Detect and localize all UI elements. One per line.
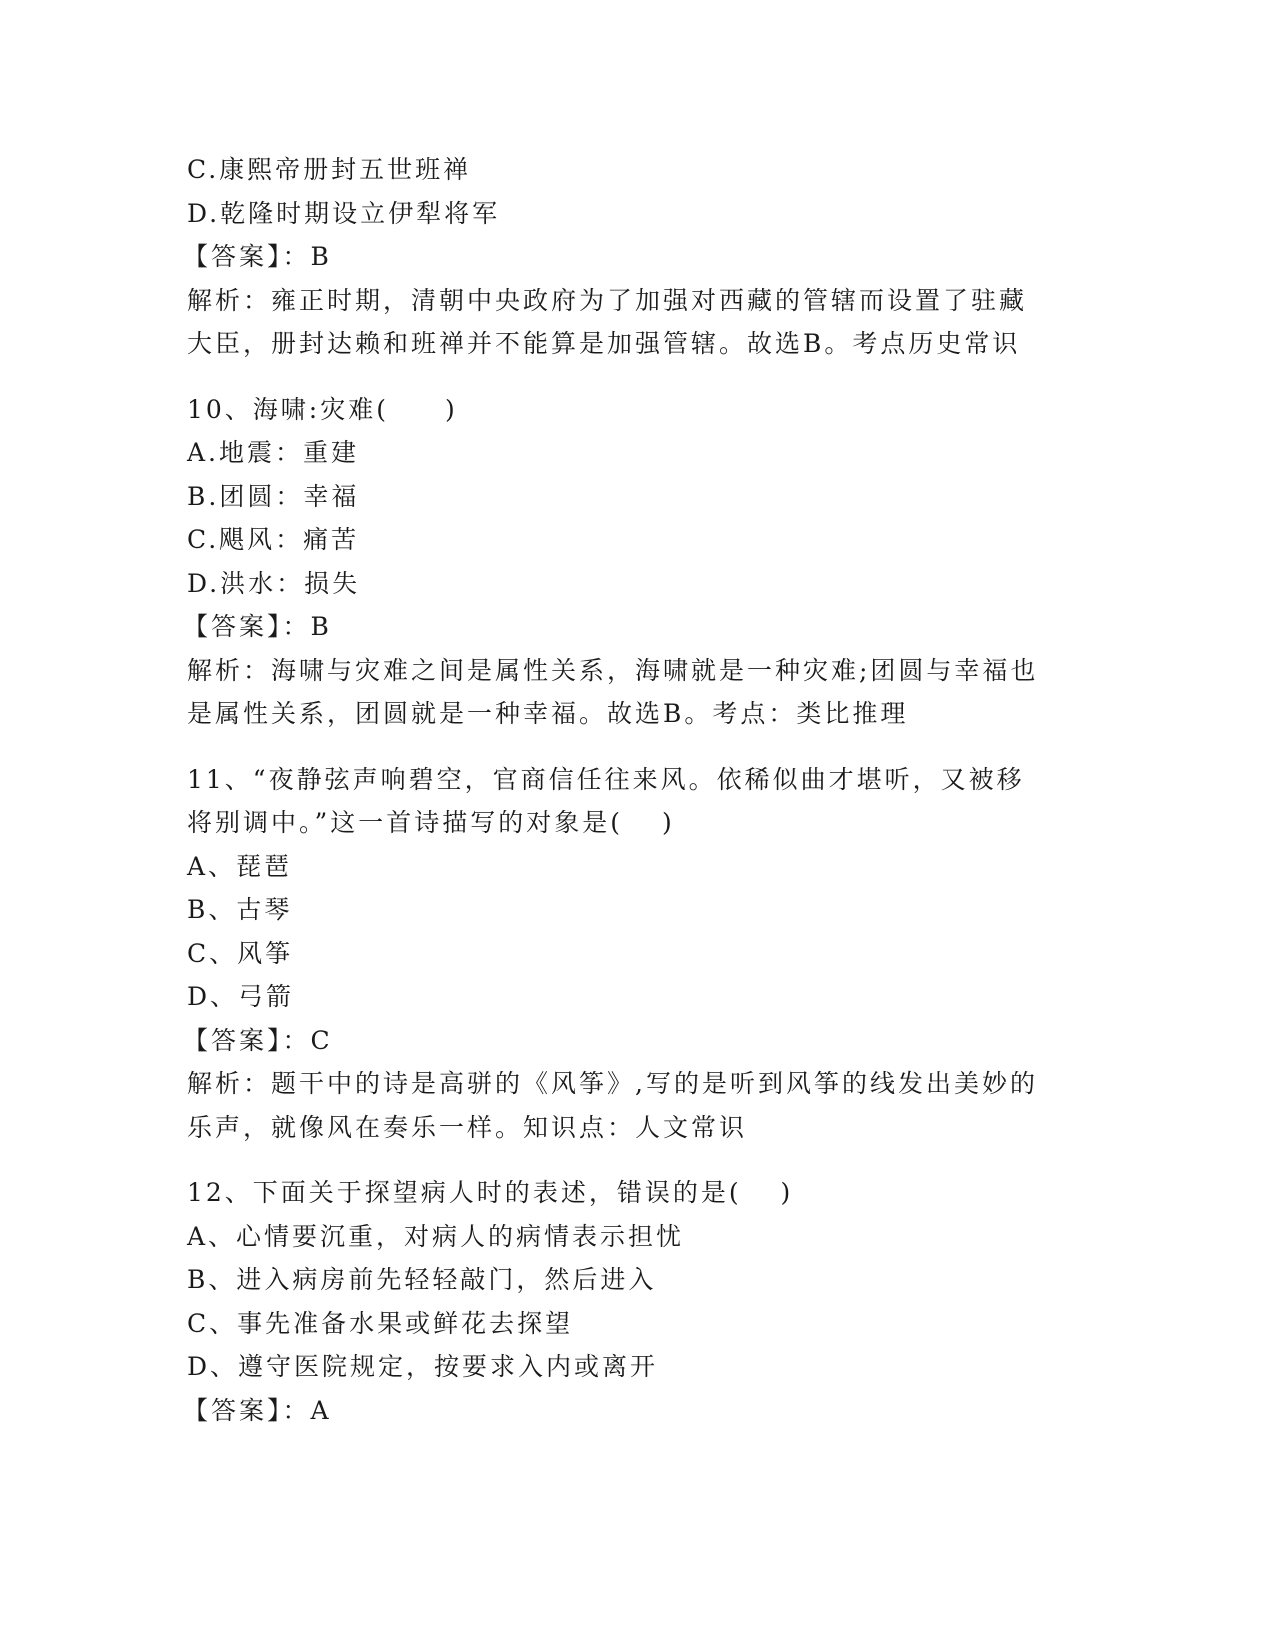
block-spacer <box>187 736 1087 758</box>
block-spacer <box>187 366 1087 388</box>
option-line: D、遵守医院规定，按要求入内或离开 <box>187 1352 659 1381</box>
explanation-line: 乐声，就像风在奏乐一样。知识点：人文常识 <box>187 1112 748 1142</box>
question-block-10 <box>183 388 1087 736</box>
option-line: C、事先准备水果或鲜花去探望 <box>187 1308 574 1338</box>
option-line: D.乾隆时期设立伊犁将军 <box>187 198 501 228</box>
explanation-line: 解析：雍正时期，清朝中央政府为了加强对西藏的管辖而设置了驻藏 <box>187 285 1028 315</box>
question-block-11 <box>183 758 1087 1150</box>
question-block-12 <box>183 1171 1087 1432</box>
answer-line: 【答案】：B <box>183 612 332 641</box>
question-line: 12、下面关于探望病人时的表述，错误的是( ) <box>187 1178 794 1207</box>
explanation-line: 是属性关系，团圆就是一种幸福。故选B。考点：类比推理 <box>187 699 909 728</box>
option-line: C.康熙帝册封五世班禅 <box>187 155 472 184</box>
question-line: 10、海啸:灾难( ) <box>187 394 458 424</box>
option-line: C.飓风：痛苦 <box>187 525 360 554</box>
option-line: A、琵琶 <box>187 851 293 881</box>
explanation-line: 大臣，册封达赖和班禅并不能算是加强管辖。故选B。考点历史常识 <box>187 329 1021 358</box>
option-line: A、心情要沉重，对病人的病情表示担忧 <box>187 1221 685 1251</box>
answer-line: 【答案】：C <box>183 1025 333 1055</box>
block-spacer <box>187 1149 1087 1171</box>
option-line: B、进入病房前先轻轻敲门，然后进入 <box>187 1265 657 1294</box>
explanation-line: 解析：题干中的诗是高骈的《风筝》,写的是听到风筝的线发出美妙的 <box>187 1069 1038 1098</box>
option-line: D、弓箭 <box>187 982 295 1011</box>
question-line: 11、“夜静弦声响碧空，官商信任往来风。依稀似曲才堪听，又被移 <box>187 764 1025 794</box>
option-line: A.地震：重建 <box>187 438 360 467</box>
question-block-9-tail <box>183 148 1087 366</box>
document-page <box>183 148 1087 1432</box>
answer-line: 【答案】：B <box>183 242 332 271</box>
option-line: C、风筝 <box>187 938 294 968</box>
answer-line: 【答案】：A <box>183 1395 332 1425</box>
question-line: 将别调中。”这一首诗描写的对象是( ) <box>187 808 675 837</box>
option-line: B.团圆：幸福 <box>187 481 360 511</box>
option-line: B、古琴 <box>187 895 293 924</box>
explanation-line: 解析：海啸与灾难之间是属性关系，海啸就是一种灾难;团圆与幸福也 <box>187 655 1039 685</box>
option-line: D.洪水：损失 <box>187 568 361 598</box>
